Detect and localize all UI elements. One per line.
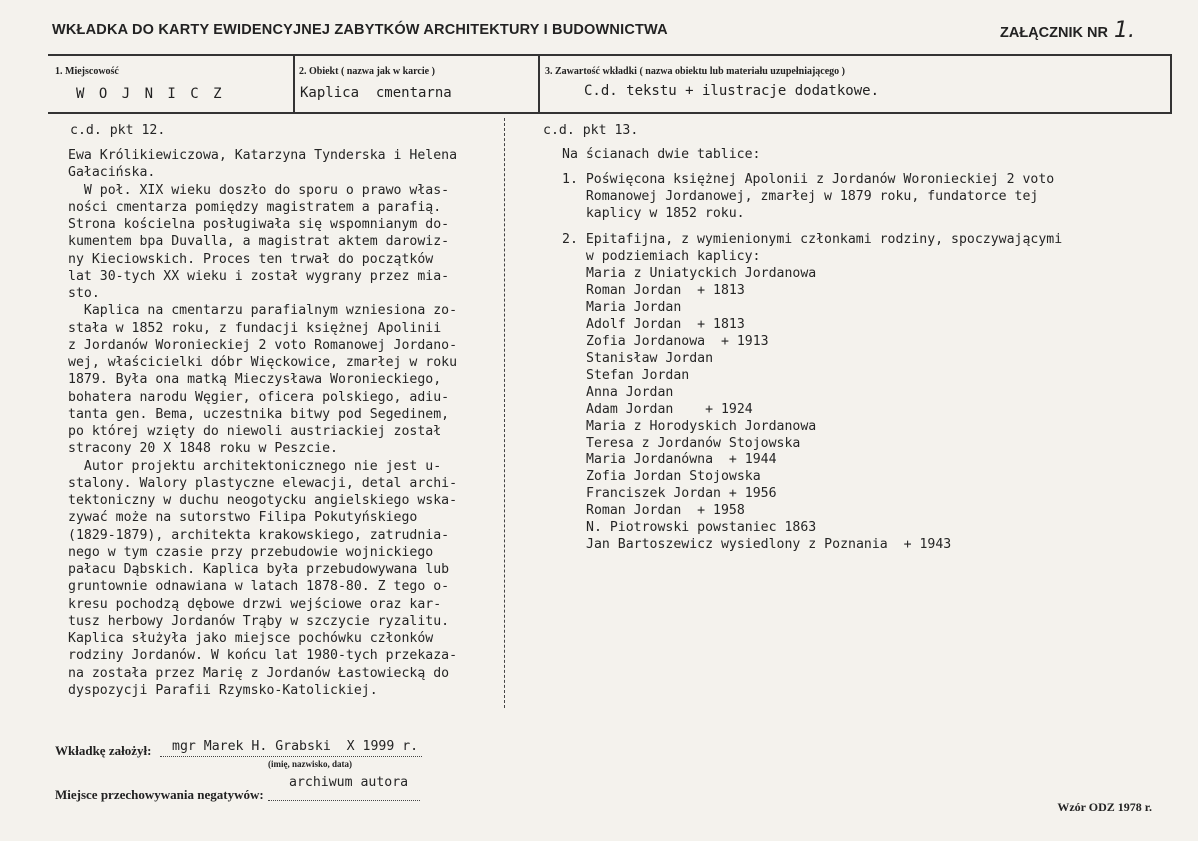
name-list-item: Maria z Uniatyckich Jordanowa: [586, 266, 817, 281]
attachment-number: [1000, 18, 1135, 43]
left-text-line: 1879. Była ona matką Mieczysława Woronieckiego,: [68, 372, 442, 388]
form-title: WKŁADKA DO KARTY EWIDENCYJNEJ ZABYTKÓW ARCHITEKTURY I BUDOWNICTWA: [52, 22, 668, 38]
field-2-value: Kaplica cmentarna: [300, 85, 452, 101]
left-text-line: Strona kościelna posługiwała się wspomnianym do-: [68, 217, 450, 232]
name-list-item: Franciszek Jordan + 1956: [586, 486, 777, 502]
created-by-value: mgr Marek H. Grabski X 1999 r.: [172, 739, 419, 754]
field-divider-3: [1170, 54, 1172, 113]
form-code: Wzór ODZ 1978 r.: [1057, 800, 1152, 814]
name-list-item: Maria Jordanówna + 1944: [586, 452, 777, 468]
created-by-dotline: [160, 756, 422, 757]
left-text-line: pałacu Dąbskich. Kaplica była przebudowywana lub: [68, 562, 450, 577]
name-list-item: Roman Jordan + 1813: [586, 282, 745, 298]
field-divider-1: [293, 54, 295, 113]
field-3-value: C.d. tekstu + ilustracje dodatkowe.: [584, 83, 880, 99]
left-text-line: Kaplica służyła jako miejsce pochówku członków: [68, 631, 434, 646]
left-text-line: stalony. Walory plastyczne elewacji, detal archi-: [68, 475, 458, 491]
name-list-item: Maria Jordan: [586, 299, 682, 315]
left-text-line: lat 30-tych XX wieku i został wygrany przez mia-: [68, 268, 450, 284]
left-text-line: stała w 1852 roku, z fundacji księżnej Apolinii: [68, 320, 442, 336]
right-heading: c.d. pkt 13.: [543, 123, 639, 138]
left-text-line: Kaplica na cmentarzu parafialnym wzniesiona zo-: [68, 303, 458, 319]
left-text-line: (1829-1879), architekta krakowskiego, zatrudnia-: [68, 527, 450, 543]
left-text-line: na została przez Marię z Jordanów Łastowiecką do: [68, 665, 450, 681]
item-2-line: w podziemiach kaplicy:: [562, 249, 761, 264]
item-1-line: kaplicy w 1852 roku.: [562, 206, 745, 221]
created-by-label: Wkładkę założył:: [55, 743, 152, 758]
name-list-item: Zofia Jordanowa + 1913: [586, 333, 769, 349]
left-text-line: stracony 20 X 1848 roku w Peszcie.: [68, 441, 338, 457]
field-divider-2: [538, 54, 540, 113]
field-2-label: 2. Obiekt ( nazwa jak w karcie ): [299, 66, 435, 77]
left-text-line: rodziny Jordanów. W końcu lat 1980-tych przekaza-: [68, 648, 458, 664]
left-text-line: Gałacińska.: [68, 165, 156, 181]
attachment-number-value: 1.: [1113, 18, 1135, 43]
left-text-line: zywać może na sutorstwo Filipa Pokutyńskiego: [68, 510, 418, 526]
left-text-line: tektoniczny w duchu neogotycku angielskiego wska-: [68, 493, 458, 508]
column-divider: [504, 118, 505, 708]
name-list-item: Teresa z Jordanów Stojowska: [586, 435, 801, 451]
left-text-line: bohatera narodu Węgier, oficera polskiego, adiu-: [68, 389, 450, 405]
name-list-item: N. Piotrowski powstaniec 1863: [586, 520, 817, 536]
left-text-line: nego w tym czasie przy przebudowie wojnickiego: [68, 544, 434, 560]
name-list-item: Roman Jordan + 1958: [586, 503, 745, 519]
negatives-value: archiwum autora: [289, 775, 409, 790]
name-list-item: Adolf Jordan + 1813: [586, 316, 745, 332]
name-list-item: Anna Jordan: [586, 384, 674, 400]
left-text-line: po której wzięty do niewoli austriackiej został: [68, 424, 442, 439]
name-list-item: Adam Jordan + 1924: [586, 401, 753, 417]
left-text-line: dyspozycji Parafii Rzymsko-Katolickiej.: [68, 682, 378, 698]
left-text-line: Autor projektu architektonicznego nie jest u-: [68, 458, 442, 474]
name-list-item: Jan Bartoszewicz wysiedlony z Poznania + 1943: [586, 537, 952, 553]
left-text-line: ny Kieciowskich. Proces ten trwał do początków: [68, 251, 434, 267]
header-top-rule: [48, 54, 1172, 56]
left-text-line: kumentem bpa Duvalla, a magistrat aktem darowiz-: [68, 234, 450, 250]
left-text-line: kresu pochodzą dębowe drzwi wejściowe oraz kar-: [68, 596, 442, 612]
name-list-item: Zofia Jordan Stojowska: [586, 469, 761, 485]
created-by-caption: (imię, nazwisko, data): [268, 759, 352, 769]
left-heading: c.d. pkt 12.: [70, 123, 166, 138]
negatives-dotline: [268, 800, 420, 801]
item-2-line: 2. Epitafijna, z wymienionymi członkami rodziny, spoczywającymi: [562, 232, 1063, 247]
left-text-line: tanta gen. Bema, uczestnika bitwy pod Segedinem,: [68, 406, 450, 422]
left-text-line: gruntownie odnawiana w latach 1878-80. Z tego o-: [68, 579, 450, 595]
field-3-label: 3. Zawartość wkładki ( nazwa obiektu lub materiału uzupełniającego ): [545, 66, 846, 77]
field-1-label: 1. Miejscowość: [55, 66, 119, 77]
left-text-line: W poł. XIX wieku doszło do sporu o prawo włas-: [68, 182, 450, 198]
attachment-label: ZAŁĄCZNIK NR: [1000, 25, 1108, 41]
left-text-line: z Jordanów Woronieckiej 2 voto Romanowej Jordano-: [68, 337, 458, 353]
right-intro: Na ścianach dwie tablice:: [562, 147, 761, 162]
field-1-value: W O J N I C Z: [76, 86, 225, 102]
left-text-line: sto.: [68, 286, 100, 301]
item-1-line: Romanowej Jordanowej, zmarłej w 1879 roku, fundatorce tej: [562, 189, 1039, 204]
item-1-line: 1. Poświęcona księżnej Apolonii z Jordanów Woronieckiej 2 voto: [562, 172, 1055, 187]
name-list-item: Stefan Jordan: [586, 367, 690, 383]
left-text-line: ności cmentarza pomiędzy magistratem a parafią.: [68, 199, 442, 215]
name-list-item: Maria z Horodyskich Jordanowa: [586, 418, 817, 434]
name-list-item: Stanisław Jordan: [586, 350, 714, 366]
header-bottom-rule: [48, 112, 1172, 114]
left-text-line: wej, właścicielki dóbr Więckowice, zmarłej w roku: [68, 355, 458, 370]
left-text-line: tusz herbowy Jordanów Trąby w szczycie ryzalitu.: [68, 613, 450, 629]
negatives-label: Miejsce przechowywania negatywów:: [55, 787, 264, 802]
left-text-line: Ewa Królikiewiczowa, Katarzyna Tynderska i Helena: [68, 148, 458, 163]
